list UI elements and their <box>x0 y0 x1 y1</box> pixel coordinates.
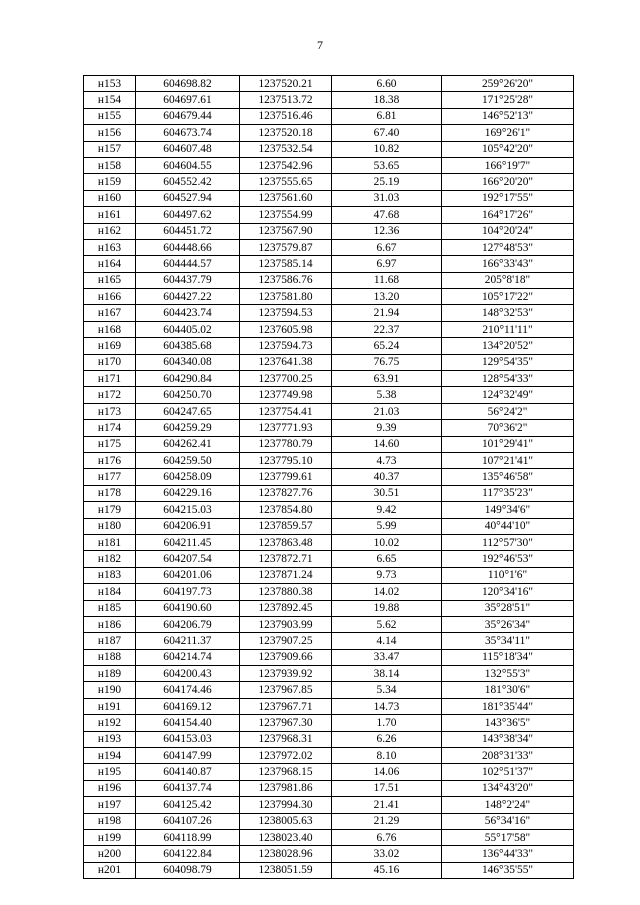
table-row <box>84 633 574 649</box>
y-coordinate-cell: 1237581.80 <box>240 289 332 305</box>
y-coordinate-cell: 1237859.57 <box>240 518 332 534</box>
point-id-cell: н183 <box>84 567 136 583</box>
y-coordinate-cell: 1237799.61 <box>240 469 332 485</box>
distance-cell: 76.75 <box>332 354 442 370</box>
coordinates-table-body <box>84 76 574 879</box>
direction-angle-cell: 56°34'16" <box>442 813 574 829</box>
x-coordinate-cell: 604197.73 <box>136 584 240 600</box>
distance-cell: 14.02 <box>332 584 442 600</box>
y-coordinate-cell: 1237516.46 <box>240 108 332 124</box>
table-row <box>84 223 574 239</box>
x-coordinate-cell: 604259.50 <box>136 452 240 468</box>
direction-angle-cell: 192°46'53" <box>442 551 574 567</box>
y-coordinate-cell: 1237880.38 <box>240 584 332 600</box>
x-coordinate-cell: 604169.12 <box>136 698 240 714</box>
table-row <box>84 748 574 764</box>
point-id-cell: н156 <box>84 125 136 141</box>
x-coordinate-cell: 604190.60 <box>136 600 240 616</box>
distance-cell: 9.73 <box>332 567 442 583</box>
x-coordinate-cell: 604140.87 <box>136 764 240 780</box>
table-row <box>84 534 574 550</box>
y-coordinate-cell: 1237586.76 <box>240 272 332 288</box>
x-coordinate-cell: 604200.43 <box>136 666 240 682</box>
table-row <box>84 829 574 845</box>
y-coordinate-cell: 1237700.25 <box>240 371 332 387</box>
table-row <box>84 846 574 862</box>
point-id-cell: н164 <box>84 256 136 272</box>
point-id-cell: н167 <box>84 305 136 321</box>
x-coordinate-cell: 604153.03 <box>136 731 240 747</box>
y-coordinate-cell: 1237594.53 <box>240 305 332 321</box>
distance-cell: 47.68 <box>332 207 442 223</box>
x-coordinate-cell: 604448.66 <box>136 239 240 255</box>
direction-angle-cell: 107°21'41" <box>442 452 574 468</box>
distance-cell: 21.41 <box>332 797 442 813</box>
x-coordinate-cell: 604201.06 <box>136 567 240 583</box>
point-id-cell: н178 <box>84 485 136 501</box>
direction-angle-cell: 102°51'37" <box>442 764 574 780</box>
distance-cell: 4.14 <box>332 633 442 649</box>
y-coordinate-cell: 1237939.92 <box>240 666 332 682</box>
point-id-cell: н188 <box>84 649 136 665</box>
table-row <box>84 403 574 419</box>
distance-cell: 19.88 <box>332 600 442 616</box>
y-coordinate-cell: 1237754.41 <box>240 403 332 419</box>
direction-angle-cell: 101°29'41" <box>442 436 574 452</box>
y-coordinate-cell: 1237907.25 <box>240 633 332 649</box>
direction-angle-cell: 210°11'11" <box>442 321 574 337</box>
x-coordinate-cell: 604607.48 <box>136 141 240 157</box>
table-row <box>84 567 574 583</box>
direction-angle-cell: 143°38'34" <box>442 731 574 747</box>
table-row <box>84 682 574 698</box>
direction-angle-cell: 70°36'2" <box>442 420 574 436</box>
distance-cell: 30.51 <box>332 485 442 501</box>
distance-cell: 21.03 <box>332 403 442 419</box>
direction-angle-cell: 136°44'33" <box>442 846 574 862</box>
y-coordinate-cell: 1237903.99 <box>240 616 332 632</box>
table-row <box>84 731 574 747</box>
direction-angle-cell: 56°24'2" <box>442 403 574 419</box>
point-id-cell: н157 <box>84 141 136 157</box>
point-id-cell: н162 <box>84 223 136 239</box>
distance-cell: 25.19 <box>332 174 442 190</box>
point-id-cell: н196 <box>84 780 136 796</box>
table-row <box>84 305 574 321</box>
y-coordinate-cell: 1237968.15 <box>240 764 332 780</box>
distance-cell: 1.70 <box>332 715 442 731</box>
y-coordinate-cell: 1238023.40 <box>240 829 332 845</box>
point-id-cell: н191 <box>84 698 136 714</box>
y-coordinate-cell: 1237542.96 <box>240 157 332 173</box>
point-id-cell: н200 <box>84 846 136 862</box>
x-coordinate-cell: 604259.29 <box>136 420 240 436</box>
distance-cell: 45.16 <box>332 862 442 878</box>
table-row <box>84 76 574 92</box>
x-coordinate-cell: 604385.68 <box>136 338 240 354</box>
point-id-cell: н179 <box>84 502 136 518</box>
point-id-cell: н193 <box>84 731 136 747</box>
x-coordinate-cell: 604122.84 <box>136 846 240 862</box>
x-coordinate-cell: 604147.99 <box>136 748 240 764</box>
distance-cell: 6.60 <box>332 76 442 92</box>
x-coordinate-cell: 604262.41 <box>136 436 240 452</box>
table-row <box>84 551 574 567</box>
table-row <box>84 518 574 534</box>
distance-cell: 6.76 <box>332 829 442 845</box>
table-row <box>84 157 574 173</box>
point-id-cell: н199 <box>84 829 136 845</box>
distance-cell: 53.65 <box>332 157 442 173</box>
table-row <box>84 354 574 370</box>
direction-angle-cell: 110°1'6" <box>442 567 574 583</box>
y-coordinate-cell: 1237967.71 <box>240 698 332 714</box>
direction-angle-cell: 146°35'55" <box>442 862 574 878</box>
direction-angle-cell: 134°20'52" <box>442 338 574 354</box>
table-row <box>84 780 574 796</box>
x-coordinate-cell: 604604.55 <box>136 157 240 173</box>
point-id-cell: н163 <box>84 239 136 255</box>
point-id-cell: н161 <box>84 207 136 223</box>
x-coordinate-cell: 604098.79 <box>136 862 240 878</box>
y-coordinate-cell: 1237892.45 <box>240 600 332 616</box>
table-row <box>84 92 574 108</box>
distance-cell: 12.36 <box>332 223 442 239</box>
distance-cell: 5.99 <box>332 518 442 534</box>
y-coordinate-cell: 1237780.79 <box>240 436 332 452</box>
distance-cell: 6.26 <box>332 731 442 747</box>
x-coordinate-cell: 604497.62 <box>136 207 240 223</box>
distance-cell: 5.34 <box>332 682 442 698</box>
direction-angle-cell: 166°19'7" <box>442 157 574 173</box>
table-row <box>84 272 574 288</box>
point-id-cell: н174 <box>84 420 136 436</box>
direction-angle-cell: 148°32'53" <box>442 305 574 321</box>
y-coordinate-cell: 1237871.24 <box>240 567 332 583</box>
y-coordinate-cell: 1237554.99 <box>240 207 332 223</box>
point-id-cell: н153 <box>84 76 136 92</box>
distance-cell: 6.97 <box>332 256 442 272</box>
direction-angle-cell: 129°54'35" <box>442 354 574 370</box>
y-coordinate-cell: 1237854.80 <box>240 502 332 518</box>
table-row <box>84 420 574 436</box>
x-coordinate-cell: 604437.79 <box>136 272 240 288</box>
table-row <box>84 485 574 501</box>
direction-angle-cell: 55°17'58" <box>442 829 574 845</box>
x-coordinate-cell: 604698.82 <box>136 76 240 92</box>
distance-cell: 10.02 <box>332 534 442 550</box>
x-coordinate-cell: 604107.26 <box>136 813 240 829</box>
table-row <box>84 616 574 632</box>
direction-angle-cell: 135°46'58" <box>442 469 574 485</box>
point-id-cell: н177 <box>84 469 136 485</box>
table-row <box>84 649 574 665</box>
distance-cell: 33.02 <box>332 846 442 862</box>
point-id-cell: н194 <box>84 748 136 764</box>
point-id-cell: н197 <box>84 797 136 813</box>
distance-cell: 21.94 <box>332 305 442 321</box>
direction-angle-cell: 117°35'23" <box>442 485 574 501</box>
direction-angle-cell: 181°35'44" <box>442 698 574 714</box>
distance-cell: 31.03 <box>332 190 442 206</box>
distance-cell: 38.14 <box>332 666 442 682</box>
y-coordinate-cell: 1237827.76 <box>240 485 332 501</box>
distance-cell: 14.73 <box>332 698 442 714</box>
direction-angle-cell: 181°30'6" <box>442 682 574 698</box>
table-row <box>84 813 574 829</box>
distance-cell: 65.24 <box>332 338 442 354</box>
point-id-cell: н176 <box>84 452 136 468</box>
table-row <box>84 174 574 190</box>
direction-angle-cell: 35°28'51" <box>442 600 574 616</box>
coordinates-table <box>83 75 574 879</box>
x-coordinate-cell: 604451.72 <box>136 223 240 239</box>
distance-cell: 40.37 <box>332 469 442 485</box>
point-id-cell: н165 <box>84 272 136 288</box>
point-id-cell: н189 <box>84 666 136 682</box>
x-coordinate-cell: 604697.61 <box>136 92 240 108</box>
point-id-cell: н192 <box>84 715 136 731</box>
distance-cell: 18.38 <box>332 92 442 108</box>
point-id-cell: н187 <box>84 633 136 649</box>
table-row <box>84 239 574 255</box>
x-coordinate-cell: 604211.45 <box>136 534 240 550</box>
direction-angle-cell: 166°20'20" <box>442 174 574 190</box>
table-row <box>84 125 574 141</box>
direction-angle-cell: 128°54'33" <box>442 371 574 387</box>
point-id-cell: н172 <box>84 387 136 403</box>
x-coordinate-cell: 604405.02 <box>136 321 240 337</box>
direction-angle-cell: 132°55'3" <box>442 666 574 682</box>
y-coordinate-cell: 1237967.30 <box>240 715 332 731</box>
x-coordinate-cell: 604340.08 <box>136 354 240 370</box>
x-coordinate-cell: 604211.37 <box>136 633 240 649</box>
direction-angle-cell: 124°32'49" <box>442 387 574 403</box>
point-id-cell: н158 <box>84 157 136 173</box>
point-id-cell: н171 <box>84 371 136 387</box>
table-row <box>84 469 574 485</box>
point-id-cell: н155 <box>84 108 136 124</box>
y-coordinate-cell: 1237749.98 <box>240 387 332 403</box>
x-coordinate-cell: 604247.65 <box>136 403 240 419</box>
distance-cell: 63.91 <box>332 371 442 387</box>
distance-cell: 33.47 <box>332 649 442 665</box>
x-coordinate-cell: 604215.03 <box>136 502 240 518</box>
direction-angle-cell: 192°17'55" <box>442 190 574 206</box>
direction-angle-cell: 105°17'22" <box>442 289 574 305</box>
y-coordinate-cell: 1237968.31 <box>240 731 332 747</box>
distance-cell: 14.60 <box>332 436 442 452</box>
distance-cell: 5.62 <box>332 616 442 632</box>
distance-cell: 6.81 <box>332 108 442 124</box>
table-row <box>84 666 574 682</box>
point-id-cell: н181 <box>84 534 136 550</box>
x-coordinate-cell: 604229.16 <box>136 485 240 501</box>
distance-cell: 9.39 <box>332 420 442 436</box>
table-row <box>84 190 574 206</box>
table-row <box>84 862 574 878</box>
point-id-cell: н175 <box>84 436 136 452</box>
x-coordinate-cell: 604207.54 <box>136 551 240 567</box>
table-row <box>84 715 574 731</box>
point-id-cell: н168 <box>84 321 136 337</box>
point-id-cell: н201 <box>84 862 136 878</box>
y-coordinate-cell: 1237994.30 <box>240 797 332 813</box>
distance-cell: 6.67 <box>332 239 442 255</box>
x-coordinate-cell: 604444.57 <box>136 256 240 272</box>
direction-angle-cell: 149°34'6" <box>442 502 574 518</box>
direction-angle-cell: 205°8'18" <box>442 272 574 288</box>
y-coordinate-cell: 1237532.54 <box>240 141 332 157</box>
direction-angle-cell: 148°2'24" <box>442 797 574 813</box>
x-coordinate-cell: 604118.99 <box>136 829 240 845</box>
x-coordinate-cell: 604174.46 <box>136 682 240 698</box>
y-coordinate-cell: 1237520.21 <box>240 76 332 92</box>
x-coordinate-cell: 604673.74 <box>136 125 240 141</box>
table-row <box>84 321 574 337</box>
direction-angle-cell: 169°26'1" <box>442 125 574 141</box>
table-row <box>84 338 574 354</box>
point-id-cell: н169 <box>84 338 136 354</box>
point-id-cell: н184 <box>84 584 136 600</box>
point-id-cell: н159 <box>84 174 136 190</box>
y-coordinate-cell: 1237863.48 <box>240 534 332 550</box>
direction-angle-cell: 127°48'53" <box>442 239 574 255</box>
y-coordinate-cell: 1238028.96 <box>240 846 332 862</box>
y-coordinate-cell: 1237967.85 <box>240 682 332 698</box>
distance-cell: 6.65 <box>332 551 442 567</box>
distance-cell: 5.38 <box>332 387 442 403</box>
point-id-cell: н180 <box>84 518 136 534</box>
point-id-cell: н195 <box>84 764 136 780</box>
y-coordinate-cell: 1237909.66 <box>240 649 332 665</box>
x-coordinate-cell: 604258.09 <box>136 469 240 485</box>
direction-angle-cell: 35°26'34" <box>442 616 574 632</box>
x-coordinate-cell: 604423.74 <box>136 305 240 321</box>
direction-angle-cell: 115°18'34" <box>442 649 574 665</box>
direction-angle-cell: 259°26'20" <box>442 76 574 92</box>
y-coordinate-cell: 1237579.87 <box>240 239 332 255</box>
y-coordinate-cell: 1237555.65 <box>240 174 332 190</box>
y-coordinate-cell: 1237520.18 <box>240 125 332 141</box>
direction-angle-cell: 35°34'11" <box>442 633 574 649</box>
point-id-cell: н198 <box>84 813 136 829</box>
table-row <box>84 207 574 223</box>
distance-cell: 8.10 <box>332 748 442 764</box>
table-row <box>84 452 574 468</box>
table-row <box>84 584 574 600</box>
x-coordinate-cell: 604137.74 <box>136 780 240 796</box>
y-coordinate-cell: 1237771.93 <box>240 420 332 436</box>
direction-angle-cell: 120°34'16" <box>442 584 574 600</box>
y-coordinate-cell: 1237567.90 <box>240 223 332 239</box>
table-row <box>84 108 574 124</box>
table-row <box>84 256 574 272</box>
point-id-cell: н186 <box>84 616 136 632</box>
distance-cell: 4.73 <box>332 452 442 468</box>
distance-cell: 21.29 <box>332 813 442 829</box>
table-row <box>84 141 574 157</box>
y-coordinate-cell: 1237972.02 <box>240 748 332 764</box>
table-row <box>84 371 574 387</box>
x-coordinate-cell: 604154.40 <box>136 715 240 731</box>
table-row <box>84 764 574 780</box>
distance-cell: 10.82 <box>332 141 442 157</box>
x-coordinate-cell: 604290.84 <box>136 371 240 387</box>
point-id-cell: н166 <box>84 289 136 305</box>
x-coordinate-cell: 604125.42 <box>136 797 240 813</box>
direction-angle-cell: 40°44'10" <box>442 518 574 534</box>
y-coordinate-cell: 1237605.98 <box>240 321 332 337</box>
distance-cell: 13.20 <box>332 289 442 305</box>
y-coordinate-cell: 1237594.73 <box>240 338 332 354</box>
distance-cell: 22.37 <box>332 321 442 337</box>
direction-angle-cell: 105°42'20" <box>442 141 574 157</box>
y-coordinate-cell: 1238005.63 <box>240 813 332 829</box>
distance-cell: 17.51 <box>332 780 442 796</box>
distance-cell: 67.40 <box>332 125 442 141</box>
distance-cell: 11.68 <box>332 272 442 288</box>
table-row <box>84 436 574 452</box>
x-coordinate-cell: 604206.79 <box>136 616 240 632</box>
x-coordinate-cell: 604427.22 <box>136 289 240 305</box>
direction-angle-cell: 171°25'28" <box>442 92 574 108</box>
direction-angle-cell: 112°57'30" <box>442 534 574 550</box>
direction-angle-cell: 134°43'20" <box>442 780 574 796</box>
table-row <box>84 289 574 305</box>
y-coordinate-cell: 1237795.10 <box>240 452 332 468</box>
distance-cell: 14.06 <box>332 764 442 780</box>
x-coordinate-cell: 604552.42 <box>136 174 240 190</box>
x-coordinate-cell: 604250.70 <box>136 387 240 403</box>
page-number: 7 <box>317 38 323 52</box>
table-row <box>84 502 574 518</box>
y-coordinate-cell: 1237641.38 <box>240 354 332 370</box>
direction-angle-cell: 164°17'26" <box>442 207 574 223</box>
direction-angle-cell: 104°20'24" <box>442 223 574 239</box>
distance-cell: 9.42 <box>332 502 442 518</box>
x-coordinate-cell: 604679.44 <box>136 108 240 124</box>
point-id-cell: н170 <box>84 354 136 370</box>
point-id-cell: н182 <box>84 551 136 567</box>
x-coordinate-cell: 604527.94 <box>136 190 240 206</box>
point-id-cell: н190 <box>84 682 136 698</box>
x-coordinate-cell: 604214.74 <box>136 649 240 665</box>
y-coordinate-cell: 1237872.71 <box>240 551 332 567</box>
table-row <box>84 797 574 813</box>
direction-angle-cell: 166°33'43" <box>442 256 574 272</box>
y-coordinate-cell: 1237981.86 <box>240 780 332 796</box>
y-coordinate-cell: 1237513.72 <box>240 92 332 108</box>
point-id-cell: н154 <box>84 92 136 108</box>
table-row <box>84 600 574 616</box>
table-row <box>84 387 574 403</box>
point-id-cell: н160 <box>84 190 136 206</box>
y-coordinate-cell: 1237585.14 <box>240 256 332 272</box>
direction-angle-cell: 143°36'5" <box>442 715 574 731</box>
x-coordinate-cell: 604206.91 <box>136 518 240 534</box>
table-row <box>84 698 574 714</box>
point-id-cell: н185 <box>84 600 136 616</box>
y-coordinate-cell: 1237561.60 <box>240 190 332 206</box>
point-id-cell: н173 <box>84 403 136 419</box>
y-coordinate-cell: 1238051.59 <box>240 862 332 878</box>
direction-angle-cell: 208°31'33" <box>442 748 574 764</box>
direction-angle-cell: 146°52'13" <box>442 108 574 124</box>
